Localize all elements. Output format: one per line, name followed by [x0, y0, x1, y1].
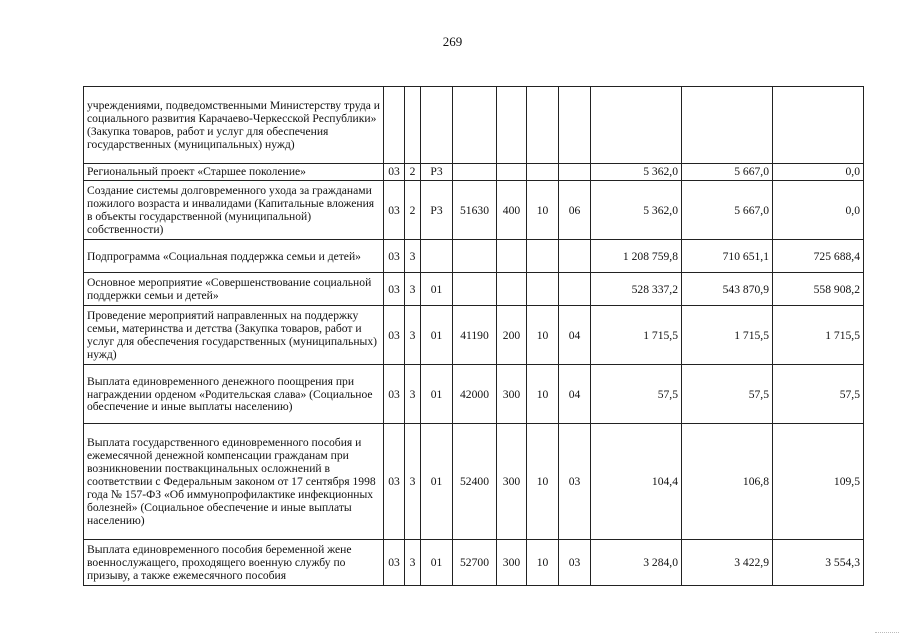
table-row	[84, 273, 864, 306]
row-name: учреждениями, подведомственными Министерству труда и социального развития Карачаево-Черкесской Республики» (Закупка товаров, работ и услуг для обеспечения государственных (муниципальных) нужд)	[84, 87, 384, 164]
amount-year-3: 109,5	[773, 424, 864, 540]
row-name: Региональный проект «Старшее поколение»	[84, 164, 384, 181]
amount-year-1: 3 284,0	[591, 540, 682, 586]
amount-year-1: 5 362,0	[591, 181, 682, 240]
table-row	[84, 164, 864, 181]
code-section: 10	[527, 181, 559, 240]
code-direction	[453, 87, 497, 164]
code-section: 10	[527, 540, 559, 586]
code-activity	[421, 87, 453, 164]
table-row	[84, 424, 864, 540]
amount-year-2: 543 870,9	[682, 273, 773, 306]
code-program: 03	[384, 273, 405, 306]
amount-year-2: 5 667,0	[682, 181, 773, 240]
code-subprogram: 2	[405, 164, 421, 181]
code-subprogram: 3	[405, 540, 421, 586]
code-activity: 01	[421, 306, 453, 365]
code-subprogram	[405, 87, 421, 164]
amount-year-3: 725 688,4	[773, 240, 864, 273]
amount-year-3: 1 715,5	[773, 306, 864, 365]
code-section: 10	[527, 306, 559, 365]
code-subprogram: 3	[405, 306, 421, 365]
code-subsection: 04	[559, 306, 591, 365]
code-program: 03	[384, 164, 405, 181]
code-expense-type: 400	[497, 181, 527, 240]
code-expense-type	[497, 240, 527, 273]
amount-year-3: 558 908,2	[773, 273, 864, 306]
table-row	[84, 365, 864, 424]
code-subsection: 06	[559, 181, 591, 240]
amount-year-1: 1 715,5	[591, 306, 682, 365]
code-activity: Р3	[421, 164, 453, 181]
table-row	[84, 87, 864, 164]
amount-year-3: 3 554,3	[773, 540, 864, 586]
amount-year-1: 5 362,0	[591, 164, 682, 181]
code-section	[527, 240, 559, 273]
amount-year-2: 106,8	[682, 424, 773, 540]
amount-year-2: 1 715,5	[682, 306, 773, 365]
code-direction	[453, 240, 497, 273]
row-name: Создание системы долговременного ухода за гражданами пожилого возраста и инвалидами (Капитальные вложения в объекты государственной (муниципальной) собственности)	[84, 181, 384, 240]
amount-year-1: 57,5	[591, 365, 682, 424]
code-activity: 01	[421, 424, 453, 540]
amount-year-2: 3 422,9	[682, 540, 773, 586]
code-section: 10	[527, 424, 559, 540]
code-subsection	[559, 273, 591, 306]
code-subsection: 04	[559, 365, 591, 424]
code-expense-type: 300	[497, 424, 527, 540]
code-subsection	[559, 240, 591, 273]
code-direction: 51630	[453, 181, 497, 240]
row-name: Выплата государственного единовременного пособия и ежемесячной денежной компенсации гражданам при возникновении поствакцинальных осложнений в соответствии с Федеральным законом от 17 сентября 1998 года № 157-ФЗ «Об иммунопрофилактике инфекционных болезней» (Социальное обеспечение и иные выплаты населению)	[84, 424, 384, 540]
code-section	[527, 87, 559, 164]
amount-year-3: 57,5	[773, 365, 864, 424]
code-program: 03	[384, 365, 405, 424]
scan-artifact	[875, 632, 899, 635]
code-program: 03	[384, 240, 405, 273]
code-expense-type	[497, 164, 527, 181]
code-subprogram: 3	[405, 273, 421, 306]
code-direction: 52400	[453, 424, 497, 540]
code-activity: 01	[421, 365, 453, 424]
code-expense-type: 300	[497, 540, 527, 586]
amount-year-1	[591, 87, 682, 164]
code-program: 03	[384, 306, 405, 365]
row-name: Выплата единовременного пособия беременной жене военнослужащего, проходящего военную службу по призыву, а также ежемесячного пособия	[84, 540, 384, 586]
amount-year-2	[682, 87, 773, 164]
code-subsection: 03	[559, 540, 591, 586]
code-section	[527, 273, 559, 306]
code-section	[527, 164, 559, 181]
code-direction	[453, 164, 497, 181]
amount-year-1: 104,4	[591, 424, 682, 540]
table-row	[84, 240, 864, 273]
amount-year-2: 710 651,1	[682, 240, 773, 273]
amount-year-3: 0,0	[773, 164, 864, 181]
code-program: 03	[384, 540, 405, 586]
code-program	[384, 87, 405, 164]
code-expense-type	[497, 87, 527, 164]
table-row	[84, 306, 864, 365]
code-expense-type: 300	[497, 365, 527, 424]
amount-year-2: 5 667,0	[682, 164, 773, 181]
table-row	[84, 540, 864, 586]
code-subsection	[559, 87, 591, 164]
row-name: Проведение мероприятий направленных на поддержку семьи, материнства и детства (Закупка товаров, работ и услуг для обеспечения государственных (муниципальных) нужд)	[84, 306, 384, 365]
amount-year-3: 0,0	[773, 181, 864, 240]
code-program: 03	[384, 181, 405, 240]
row-name: Выплата единовременного денежного поощрения при награждении орденом «Родительская слава» (Социальное обеспечение и иные выплаты населению)	[84, 365, 384, 424]
amount-year-1: 528 337,2	[591, 273, 682, 306]
code-activity: Р3	[421, 181, 453, 240]
code-direction: 42000	[453, 365, 497, 424]
code-activity: 01	[421, 540, 453, 586]
amount-year-3	[773, 87, 864, 164]
table-row	[84, 181, 864, 240]
row-name: Подпрограмма «Социальная поддержка семьи и детей»	[84, 240, 384, 273]
code-activity	[421, 240, 453, 273]
code-direction: 41190	[453, 306, 497, 365]
code-expense-type	[497, 273, 527, 306]
code-subprogram: 3	[405, 365, 421, 424]
code-program: 03	[384, 424, 405, 540]
code-subprogram: 3	[405, 424, 421, 540]
code-direction	[453, 273, 497, 306]
amount-year-2: 57,5	[682, 365, 773, 424]
code-subprogram: 2	[405, 181, 421, 240]
page-number: 269	[442, 34, 463, 49]
code-subsection: 03	[559, 424, 591, 540]
code-section: 10	[527, 365, 559, 424]
code-activity: 01	[421, 273, 453, 306]
row-name: Основное мероприятие «Совершенствование социальной поддержки семьи и детей»	[84, 273, 384, 306]
code-subsection	[559, 164, 591, 181]
code-expense-type: 200	[497, 306, 527, 365]
budget-table	[83, 86, 864, 586]
code-subprogram: 3	[405, 240, 421, 273]
code-direction: 52700	[453, 540, 497, 586]
amount-year-1: 1 208 759,8	[591, 240, 682, 273]
